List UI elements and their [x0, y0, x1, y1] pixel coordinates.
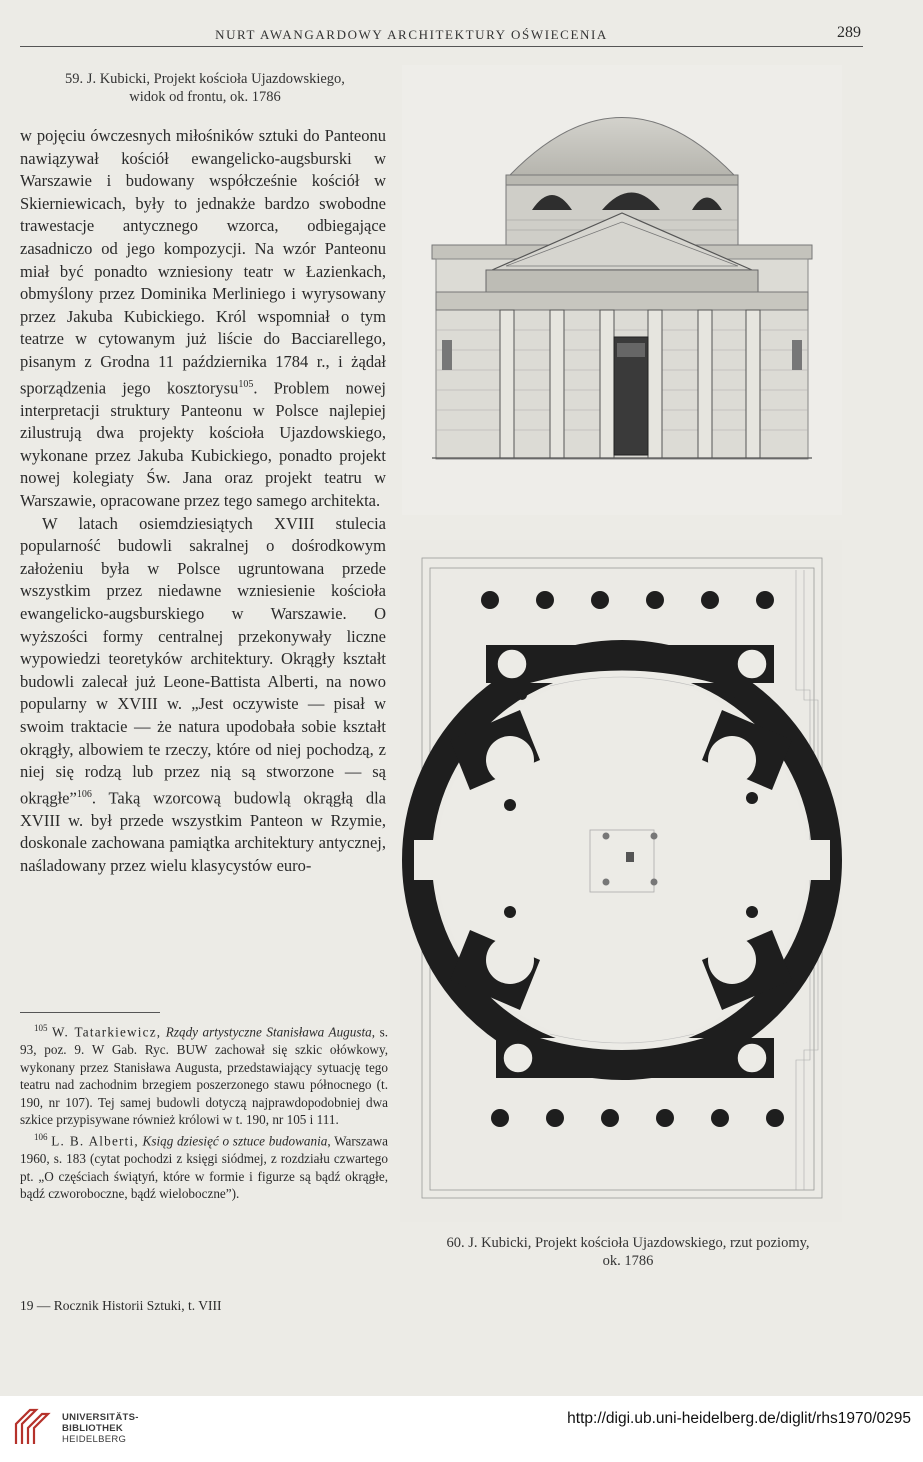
folio: 19 — Rocznik Historii Sztuki, t. VIII [20, 1298, 222, 1313]
logo-text-line3: HEIDELBERG [62, 1434, 127, 1445]
footnotes [20, 1020, 388, 1203]
footnote-106-text: , Warszawa 1960, s. 183 (cytat pochodzi z księgi siódmej, z rozdziału czwartego pt. „O częściach świątyń, które w formie i figurze są bądź okrągłe, bądź czworoboczne, bądź wieloboczne”). [20, 1133, 388, 1202]
footnote-ref-106: 106 [76, 788, 92, 800]
footnote-ref-105: 105 [238, 378, 254, 390]
side-window-right [792, 340, 802, 370]
figure-60-caption [403, 1234, 853, 1270]
footnote-rule [20, 1012, 160, 1013]
paragraph-2-text: W latach osiemdziesiątych XVIII stulecia popularność budowli sakralnej o dośrodkowym założeniu była w Polsce ugruntowana przede wszystkim przez niedawne wzniesienie kościoła ewangelicko-augsburskiego w Warszawie. O wyższości formy centralnej przekonywały liczne wypowiedzi teoretyków architektury. Okrągły kształt budowli zalecał już Leone-Battista Alberti, na nowo popularny w XVIII w. „Jest oczywiste — pisał w swoim traktacie — że natura upodobała sobie kształt okrągły, albowiem te rzeczy, które od niej pochodzą, z niej się rodzą lub przez nią są stworzone — są okrągłe” [20, 513, 386, 808]
library-logo-icon [12, 1406, 52, 1446]
figure-59-caption [30, 70, 380, 106]
footnote-105-title: Rządy artystyczne Stanisława Augusta [165, 1024, 372, 1040]
figure-59-front-elevation [402, 65, 842, 515]
running-head [20, 26, 863, 47]
footnote-106-author: L. B. Alberti, [51, 1133, 139, 1149]
figure-60-caption-line2: ok. 1786 [602, 1253, 654, 1269]
figure-59-caption-line1: 59. J. Kubicki, Projekt kościoła Ujazdowskiego, [65, 71, 345, 87]
running-title: NURT AWANGARDOWY ARCHITEKTURY OŚWIECENIA [215, 27, 608, 42]
paragraph-2 [20, 513, 386, 878]
front-elevation-drawing [402, 65, 842, 515]
page-number: 289 [837, 24, 861, 41]
footnote-105-author: W. Tatarkiewicz, [52, 1024, 162, 1040]
permalink-url[interactable]: http://digi.ub.uni-heidelberg.de/diglit/rhs1970/0295 [567, 1410, 911, 1427]
paragraph-1 [20, 125, 386, 513]
footnote-105-number: 105 [34, 1023, 48, 1033]
frieze [436, 292, 808, 310]
figure-60-floor-plan [400, 540, 842, 1222]
body-text [20, 125, 386, 878]
footnote-106-title: Ksiąg dziesięć o sztuce budowania [142, 1133, 328, 1149]
floor-plan-drawing [400, 540, 842, 1222]
entablature [486, 270, 758, 292]
footnote-106 [20, 1129, 388, 1203]
library-logo[interactable] [12, 1404, 152, 1448]
logo-text-line1: UNIVERSITÄTS- [62, 1412, 139, 1423]
figure-59-caption-line2: widok od frontu, ok. 1786 [129, 89, 281, 105]
footnote-106-number: 106 [34, 1131, 48, 1142]
footnote-105 [20, 1020, 388, 1129]
footnote-105-text: , s. 93, poz. 9. W Gab. Ryc. BUW zachował się szkic ołówkowy, wykonany przez Stanisława Augusta, przedstawiający sytuację tego teatru nad zachodnim brzegiem poszerzonego stawu północnego (t. 190, nr 107). Tej samej budowli dotyczą najprawdopodobniej dwa szkice przypisywane również królowi w t. 190, nr 105 i 111. [20, 1024, 389, 1128]
paragraph-2-tail: . Taką wzorcową budowlą okrągłą dla XVIII w. był przede wszystkim Panteon w Rzymie, doskonale zachowana pamiątka architektury antycznej, naśladowany przez wielu klasycystów euro- [20, 788, 386, 875]
figure-60-caption-line1: 60. J. Kubicki, Projekt kościoła Ujazdowskiego, rzut poziomy, [446, 1235, 810, 1251]
side-window-left [442, 340, 452, 370]
paragraph-1-text: w pojęciu ówczesnych miłośników sztuki do Panteonu nawiązywał kościół ewangelicko-augsburski w Warszawie i budowany współcześnie kościół w Skierniewicach, były to jednakże bardzo swobodne trawestacje antycznego wzorca, odbiegające zasadniczo od jego kompozycji. Na wzór Panteonu miał być ponadto wzniesiony teatr w Łazienkach, obmyślony przez Dominika Merliniego i wyrysowany przez Jakuba Kubickiego. Król wspomniał o tym teatrze w cytowanym już liście do Bacciarellego, pisanym z Grodna 11 października 1784 r., i żądał sporządzenia jego kosztorysu [20, 126, 386, 398]
paragraph-1-tail: . Problem nowej interpretacji struktury Panteonu w Polsce najlepiej zilustrują dwa projekty kościoła Ujazdowskiego, wykonane przez Jakuba Kubickiego, ponadto projekt nowej kolegiaty Św. Jana oraz projekt teatru w Warszawie, opracowane przez tego samego architekta. [20, 378, 386, 510]
logo-text-line2: BIBLIOTHEK [62, 1423, 124, 1434]
